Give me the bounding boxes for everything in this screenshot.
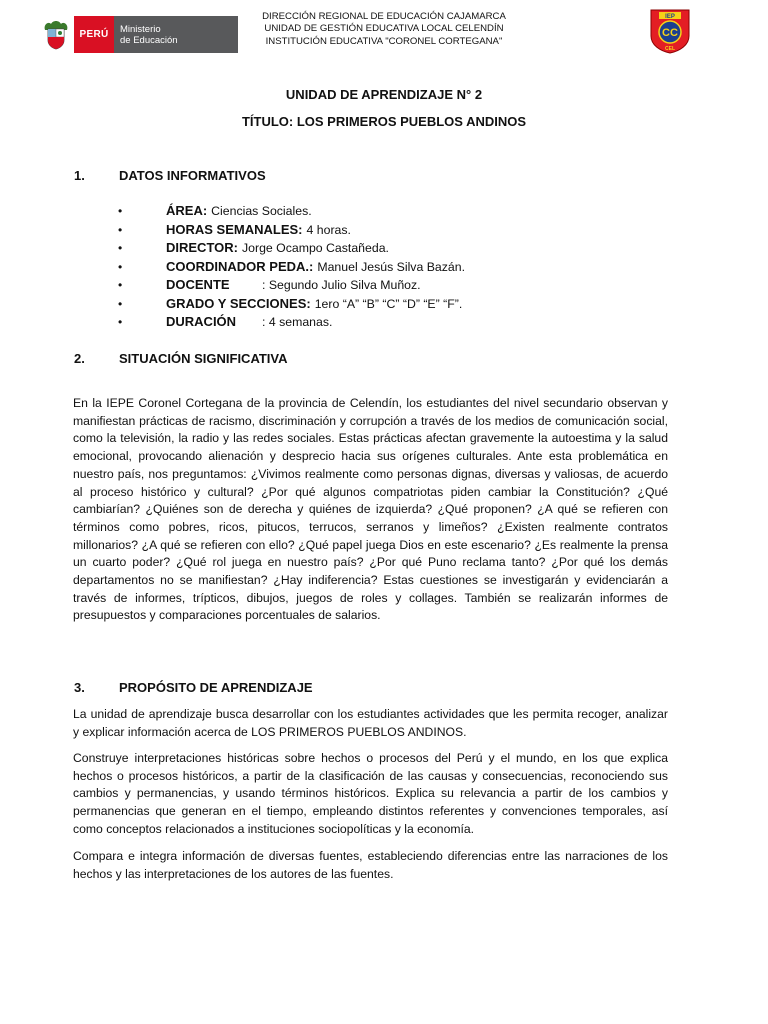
- item-value: Manuel Jesús Silva Bazán.: [317, 259, 465, 274]
- item-value: Ciencias Sociales.: [211, 204, 312, 218]
- badge-top-text: IEP: [665, 14, 675, 20]
- ministry-label: [114, 16, 238, 53]
- bullet-icon: •: [118, 315, 123, 329]
- list-item: [118, 222, 465, 241]
- school-badge-icon: [645, 8, 695, 54]
- document-title: TÍTULO: LOS PRIMEROS PUEBLOS ANDINOS: [241, 114, 527, 129]
- list-item: [118, 314, 465, 333]
- item-label: DOCENTE: [166, 277, 230, 292]
- institution-line-3: INSTITUCIÓN EDUCATIVA "CORONEL CORTEGANA": [265, 35, 503, 47]
- purpose-paragraph-2: Construye interpretaciones históricas sobre hechos o procesos del Perú y el mundo, en los que explica hechos o procesos históricos, a partir de la clasificación de las causas y consecuencias, reconociendo sus cambios y permanencias, y usando términos históricos. Explica su relevancia a partir de los cambios y permanencias que generan en el tiempo, empleando distintos referentes y convenciones temporales, así como conceptos relacionados a instituciones sociopolíticas y la economía.: [73, 751, 668, 836]
- unit-title: UNIDAD DE APRENDIZAJE N° 2: [285, 87, 483, 102]
- ministry-line-2: de Educación: [120, 34, 178, 46]
- section-1-heading: [74, 168, 266, 183]
- info-list: [118, 203, 465, 333]
- item-value: 1ero “A” “B” “C” “D” “E” “F”.: [314, 296, 463, 311]
- purpose-paragraph-3: Compara e integra información de diversas fuentes, estableciendo diferencias entre las narraciones de los hechos y las interpretaciones de los autores de las fuentes.: [73, 849, 668, 881]
- section-2-heading: [74, 351, 288, 366]
- section-title: PROPÓSITO DE APRENDIZAJE: [119, 680, 313, 695]
- peru-label: PERÚ: [74, 16, 114, 53]
- institution-line-1: DIRECCIÓN REGIONAL DE EDUCACIÓN CAJAMARCA: [262, 11, 506, 22]
- bullet-icon: •: [118, 278, 123, 292]
- section-number: 3.: [74, 680, 85, 695]
- bullet-icon: •: [118, 296, 123, 311]
- bullet-icon: •: [118, 222, 123, 237]
- item-label: HORAS SEMANALES:: [166, 221, 303, 237]
- section-number: 2.: [74, 351, 85, 366]
- institution-header: [250, 11, 518, 48]
- institution-line-2: UNIDAD DE GESTIÓN EDUCATIVA LOCAL CELENDÍN: [264, 23, 504, 35]
- item-label: GRADO Y SECCIONES:: [166, 295, 311, 311]
- purpose-paragraph-1: La unidad de aprendizaje busca desarrollar con los estudiantes actividades que les permita recoger, analizar y explicar información acerca de LOS PRIMEROS PUEBLOS ANDINOS.: [73, 707, 668, 739]
- list-item: [118, 296, 465, 315]
- section-title: SITUACIÓN SIGNIFICATIVA: [119, 351, 288, 366]
- item-value: Jorge Ocampo Castañeda.: [241, 241, 389, 255]
- item-value: : 4 semanas.: [262, 315, 333, 329]
- item-value: 4 horas.: [306, 222, 351, 237]
- bullet-icon: •: [118, 241, 123, 255]
- badge-center-text: CC: [662, 27, 678, 39]
- list-item: [118, 259, 465, 278]
- section-number: 1.: [74, 168, 85, 183]
- list-item: [118, 203, 465, 222]
- badge-bottom-text: CEL: [665, 46, 675, 52]
- item-label: DIRECTOR:: [166, 240, 238, 255]
- bullet-icon: •: [118, 259, 123, 274]
- list-item: [118, 240, 465, 259]
- bullet-icon: •: [118, 204, 123, 218]
- section-title: DATOS INFORMATIVOS: [119, 168, 266, 183]
- item-label: ÁREA:: [166, 203, 208, 218]
- item-value: : Segundo Julio Silva Muñoz.: [262, 278, 421, 292]
- section-3-heading: [74, 680, 313, 695]
- ministry-logo: [38, 16, 238, 53]
- coat-of-arms-icon: [38, 16, 74, 53]
- item-label: DURACIÓN: [166, 314, 237, 329]
- list-item: [118, 277, 465, 296]
- situation-paragraph: En la IEPE Coronel Cortegana de la provincia de Celendín, los estudiantes del nivel secundario observan y manifiestan prácticas de racismo, discriminación y corrupción a través de los medios de comunicación social, como la televisión, la radio y las redes sociales. Estas prácticas afectan gravemente la autoestima y la salud emocional, provocando alienación y desprecio hacia sus orígenes culturales. Ante esta problemática en nuestro país, nos preguntamos: ¿Vivimos realmente como personas dignas, diversas y valiosas, de acuerdo al proceso histórico y cultural? ¿Por qué algunos compatriotas piden cambiar la Constitución? ¿Qué cambiarían? ¿Quiénes son de derecha y quiénes de izquierda? ¿Qué proponen? ¿A qué se refieren con términos como pobres, ricos, pitucos, terrucos, serranos y limeños? ¿Existen realmente contratos millonarios? ¿A qué se refieren con ello? ¿Qué papel juega Dios en este escenario? ¿Es realmente la prensa un cuarto poder? ¿Qué rol juega en nuestro país? ¿Por qué Puno reclama tanto? ¿Por qué los demás departamentos no se manifiestan? ¿Hay indiferencia? Estas cuestiones se investigarán y evidenciarán a través de informes, trípticos, dibujos, juegos de roles y collages. También se realizarán informes de presupuestos y comparaciones porcentuales de salarios.: [73, 396, 668, 623]
- ministry-line-1: Ministerio: [120, 23, 161, 35]
- item-label: COORDINADOR PEDA.:: [166, 258, 314, 274]
